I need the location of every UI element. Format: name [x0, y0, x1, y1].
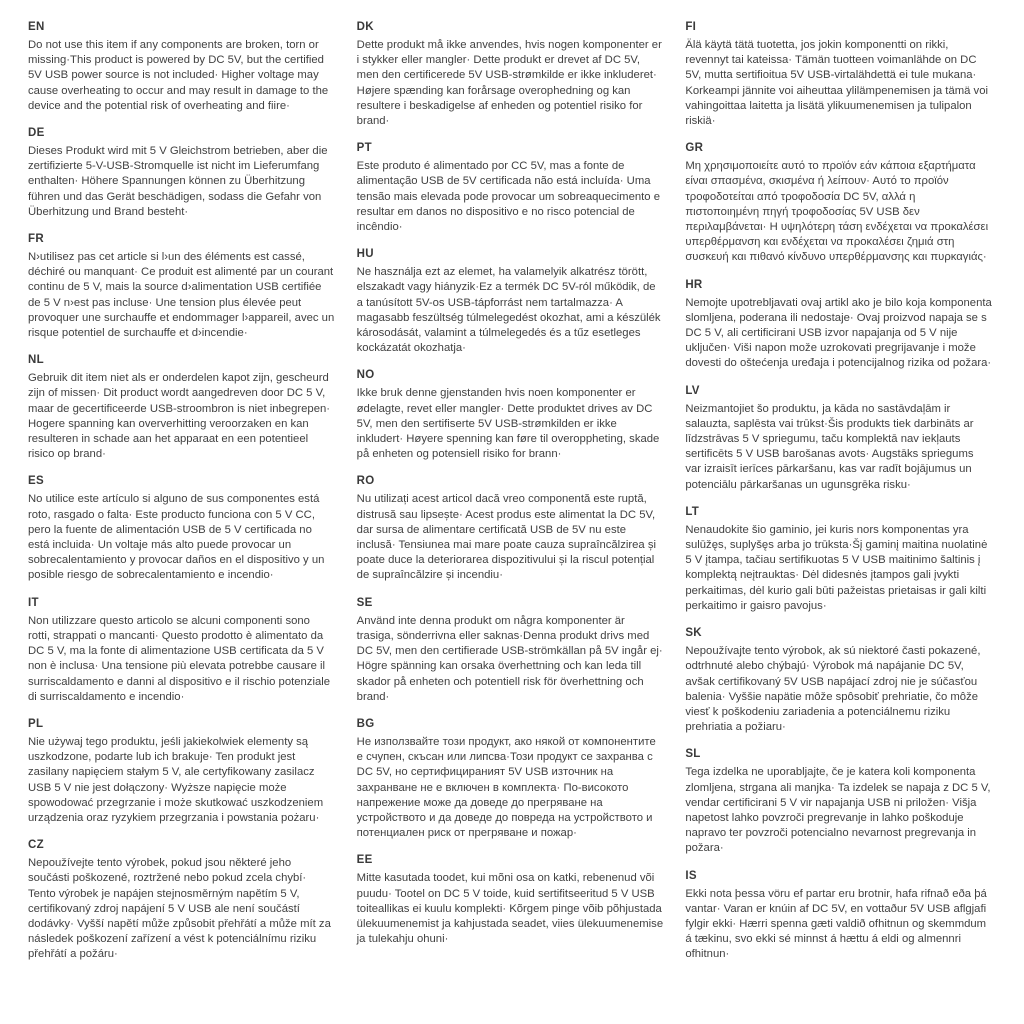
- language-text: Nenaudokite šio gaminio, jei kuris nors komponentas yra sulūžęs, suplyšęs arba jo trūksta·Šį gaminį maitina nuolatinė 5 V įtampa, tačiau sertifikuotas 5 V USB maitinimo šaltinis į komplektą neįtrauktas· Dėl didesnės įtampos gali įvykti perkaitimas, dėl kurio gali būti pažeistas prietaisas ir gali kilti perkaitimo ir gaisro pavojus·: [685, 523, 988, 612]
- language-text: Ne használja ezt az elemet, ha valamelyik alkatrész törött, elszakadt vagy hiányzik·Ez a termék DC 5V-ról működik, de a tanúsított 5V-os USB-tápforrást nem tartalmazza· A magasabb feszültség túlmelegedést okozhat, ami a készülék károsodását, valamint a túlmelegedés és a tűz esetleges kockázatát okozhatja·: [356, 266, 661, 355]
- language-section-cz: [28, 839, 335, 962]
- language-section-lv: [685, 385, 992, 493]
- language-text: Mitte kasutada toodet, kui mõni osa on katki, rebenenud või puudu· Tootel on DC 5 V toide, kuid sertifitseeritud 5 V USB toiteallikas ei kuulu komplekti· Kõrgem pinge võib põhjustada ülekuumenemist ja kahjustada seadet, viies ülekuumenemise ja tulekahju ohuni·: [356, 872, 664, 946]
- language-text: Не използвайте този продукт, ако някой от компонентите е счупен, скъсан или липсва·Този продукт се захранва с DC 5V, но сертифицираният 5V USB източник на захранване не е включен в комплекта· По-високото напрежение може да доведе до прегряване на устройството и да доведе до повреда на устройството и потенциален риск от прегряване и пожар·: [356, 735, 656, 840]
- language-text: Ikke bruk denne gjenstanden hvis noen komponenter er ødelagte, revet eller mangler· Dette produktet drives av DC 5V, men den sertifiserte 5V USB-strømkilden er ikke inkludert· Høyere spenning kan føre til overoppheting, skade på enheten og potensiell risiko for brann·: [356, 387, 660, 461]
- language-text: Dette produkt må ikke anvendes, hvis nogen komponenter er i stykker eller mangler· Dette produkt er drevet af DC 5V, men den certificerede 5V USB-strømkilde er ikke inkluderet· Højere spænding kan forårsage overophedning og kan resultere i beskadigelse af enheden og potentiel risiko for brand·: [356, 39, 662, 128]
- language-section-it: [28, 597, 335, 705]
- language-section-lt: [685, 506, 992, 614]
- language-section-ro: [357, 475, 664, 583]
- language-section-no: [357, 369, 664, 462]
- language-section-fi: [685, 21, 992, 129]
- language-code: LT: [685, 505, 700, 518]
- language-code: DK: [356, 21, 374, 33]
- language-text: Gebruik dit item niet als er onderdelen kapot zijn, gescheurd zijn of missen· Dit product wordt aangedreven door DC 5 V, maar de gecertificeerde USB-stroombron is niet inbegrepen· Hogere spanning kan oververhitting veroorzaken en kan resulteren in schade aan het apparaat en een potentieel risico op brand·: [28, 372, 331, 461]
- language-text: Tega izdelka ne uporabljajte, če je katera koli komponenta zlomljena, strgana ali manjka· Ta izdelek se napaja z DC 5 V, vendar certificirani 5 V vir napajanja USB ni priložen· Višja napetost lahko povzroči pregrevanje in lahko poškoduje napravo ter povzroči potencialno nevarnost pregrevanja in požara·: [685, 766, 991, 855]
- language-section-de: [28, 127, 335, 220]
- language-section-hr: [685, 279, 992, 372]
- language-section-se: [357, 597, 664, 705]
- language-code: SK: [685, 627, 702, 640]
- language-code: FR: [28, 233, 44, 246]
- language-code: HR: [685, 278, 703, 291]
- language-text: Este produto é alimentado por CC 5V, mas a fonte de alimentação USB de 5V certificada não está incluída· Uma tensão mais elevada pode provocar um sobreaquecimento e resultar em danos no dispositivo e no risco potencial de incêndio·: [356, 160, 660, 234]
- language-text: Neizmantojiet šo produktu, ja kāda no sastāvdaļām ir salauzta, saplēsta vai trūkst·Šis produkts tiek darbināts ar līdzstrāvas 5 V spriegumu, taču komplektā nav iekļauts sertificēts 5 V USB barošanas avots· Augstāks spriegums var izraisīt ierīces pārkaršanu, kas var radīt bojājumus un potenciālu pārkaršanas un ugunsgrēka risku·: [685, 402, 974, 491]
- language-code: EE: [356, 854, 373, 867]
- language-code: EN: [28, 21, 45, 33]
- language-text: Dieses Produkt wird mit 5 V Gleichstrom betrieben, aber die zertifizierte 5-V-USB-Stromquelle ist nicht im Lieferumfang enthalten· Höhere Spannungen können zu Überhitzung führen und das Gerät beschädigen, sodass die Gefahr von Überhitzung und Brand besteht·: [28, 145, 328, 218]
- language-section-pl: [28, 718, 335, 826]
- language-text: Nie używaj tego produktu, jeśli jakiekolwiek elementy są uszkodzone, podarte lub ich brakuje· Ten produkt jest zasilany napięciem stałym 5 V, ale certyfikowany zasilacz USB 5 V nie jest dołączony· Wyższe napięcie może spowodować przegrzanie i może skutkować uszkodzeniem urządzenia oraz ryzykiem przegrzania i powstania pożaru·: [28, 735, 324, 824]
- language-code: LV: [685, 384, 700, 397]
- language-code: NL: [28, 354, 44, 367]
- language-section-en: [28, 21, 335, 114]
- language-code: PT: [356, 142, 372, 155]
- language-text: Μη χρησιμοποιείτε αυτό το προϊόν εάν κάποια εξαρτήματα είναι σπασμένα, σκισμένα ή λείπουν· Αυτό το προϊόν τροφοδοτείται από τροφοδοσία DC 5V, αλλά η πιστοποιημένη πηγή τροφοδοσίας 5V USB δεν περιλαμβάνεται· Η υψηλότερη τάση ενδέχεται να προκαλέσει υπερθέρμανση και ενδέχεται να προκαλέσει ζημιά στη συσκευή και πιθανό κίνδυνο υπερθέρμανσης και πυρκαγιάς·: [685, 160, 989, 264]
- language-section-hu: [357, 248, 664, 356]
- language-code: RO: [356, 475, 375, 488]
- language-code: IT: [28, 596, 39, 609]
- language-text: Nemojte upotrebljavati ovaj artikl ako je bilo koja komponenta slomljena, poderana ili nedostaje· Ovaj proizvod napaja se s DC 5 V, ali certificirani USB izvor napajanja od 5 V nije uključen· Viši napon može uzrokovati pregrijavanje i može dovesti do oštećenja uređaja i potencijalnog rizika od požara·: [685, 296, 992, 370]
- language-code: CZ: [28, 839, 44, 852]
- language-code: GR: [685, 142, 704, 155]
- language-code: BG: [356, 717, 375, 730]
- language-section-es: [28, 475, 335, 583]
- language-section-bg: [357, 718, 664, 841]
- language-section-ee: [357, 854, 664, 947]
- language-code: ES: [28, 475, 44, 488]
- language-text: Nepoužívejte tento výrobek, pokud jsou některé jeho součásti poškozené, roztržené nebo pokud zcela chybí· Tento výrobek je napájen stejnosměrným napětím 5 V, certifikovaný zdroj napájení 5 V USB ale není součástí dodávky· Vyšší napětí může způsobit přehřátí a může mít za následek poškození zařízení a vést k potenciálnímu riziku přehřátí a požáru·: [28, 857, 331, 961]
- language-section-dk: [357, 21, 664, 129]
- language-code: FI: [685, 21, 697, 33]
- language-section-fr: [28, 233, 335, 341]
- language-section-sk: [685, 627, 992, 735]
- language-text: Använd inte denna produkt om några komponenter är trasiga, sönderrivna eller saknas·Denna produkt drivs med DC 5V, men den certifierade USB-strömkällan på 5V ingår ej· Högre spänning kan orsaka överhettning och kan leda till skador på enheten och potentiell risk för överhettning och brand·: [356, 614, 663, 703]
- language-section-is: [685, 870, 992, 963]
- column-right: [685, 21, 992, 976]
- language-code: SL: [685, 748, 701, 761]
- language-text: Non utilizzare questo articolo se alcuni componenti sono rotti, strappati o mancanti· Questo prodotto è alimentato da DC 5 V, ma la fonte di alimentazione USB certificata da 5 V non è inclusa· Una tensione più elevata potrebbe causare il surriscaldamento e danni al dispositivo e il rischio potenziale di surriscaldamento e incendio·: [28, 614, 331, 703]
- language-code: SE: [356, 596, 373, 609]
- language-text: Ekki nota þessa vöru ef partar eru brotnir, hafa rifnað eða þá vantar· Varan er knúin af DC 5V, en vottaður 5V USB aflgjafi fylgir ekki· Hærri spenna gæti valdið ofhitnun og skemmdum á tækinu, svo ekki sé minnst á hættu á eldi og almennri ofhitnun·: [685, 887, 987, 961]
- language-text: Do not use this item if any components are broken, torn or missing·This product is powered by DC 5V, but the certified 5V USB power source is not included· Higher voltage may cause overheating to occur and may result in damage to the device and the potential risk of overheating and fiire·: [28, 39, 329, 112]
- language-text: No utilice este artículo si alguno de sus componentes está roto, rasgado o falta· Este producto funciona con 5 V CC, pero la fuente de alimentación USB de 5 V certificada no está incluida· Un voltaje más alto puede provocar un sobrecalentamiento y provocar daños en el dispositivo y un posible riesgo de sobrecalentamiento e incendio·: [28, 493, 325, 582]
- language-code: HU: [356, 248, 374, 261]
- language-section-sl: [685, 748, 992, 856]
- column-left: [28, 21, 335, 976]
- language-section-pt: [357, 142, 664, 235]
- language-code: PL: [28, 717, 44, 730]
- language-section-nl: [28, 354, 335, 462]
- language-text: Nu utilizați acest articol dacă vreo componentă este ruptă, distrusă sau lipsește· Acest produs este alimentat la DC 5V, dar sursa de alimentare certificată USB de 5V nu este inclusă· Tensiunea mai mare poate cauza supraîncălzirea și poate duce la deteriorarea dispozitivului și la riscul potențial de supraîncălzire și incendiu·: [356, 493, 656, 582]
- language-text: Nepoužívajte tento výrobok, ak sú niektoré časti pokazené, odtrhnuté alebo chýbajú· Výrobok má napájanie DC 5V, avšak certifikovaný 5V USB napájací zdroj nie je súčasťou balenia· Vyššie napätie môže spôsobiť prehriatie, čo môže viesť k poškodeniu zariadenia a potenciálnemu riziku prehriatia a požiaru·: [685, 645, 981, 734]
- column-middle: [357, 21, 664, 976]
- language-text: Älä käytä tätä tuotetta, jos jokin komponentti on rikki, revennyt tai kateissa· Tämän tuotteen voimanlähde on DC 5V, mutta sertifioitua 5V USB-virtalähdettä ei tule mukana· Korkeampi jännite voi aiheuttaa ylilämpenemisen ja tämä voi vahingoittaa laitetta ja lisätä ylikuumenemisen ja tulipalon riskiä·: [685, 39, 988, 128]
- language-text: N›utilisez pas cet article si l›un des éléments est cassé, déchiré ou manquant· Ce produit est alimenté par un courant continu de 5 V, mais la source d›alimentation USB certifiée de 5 V n›est pas incluse· Une tension plus élevée peut provoquer une surchauffe et endommager l›appareil, avec un risque potentiel de surchauffe et d›incendie·: [28, 251, 335, 340]
- language-code: IS: [685, 869, 697, 882]
- language-section-gr: [685, 142, 992, 265]
- language-code: DE: [28, 127, 45, 140]
- language-code: NO: [356, 369, 375, 382]
